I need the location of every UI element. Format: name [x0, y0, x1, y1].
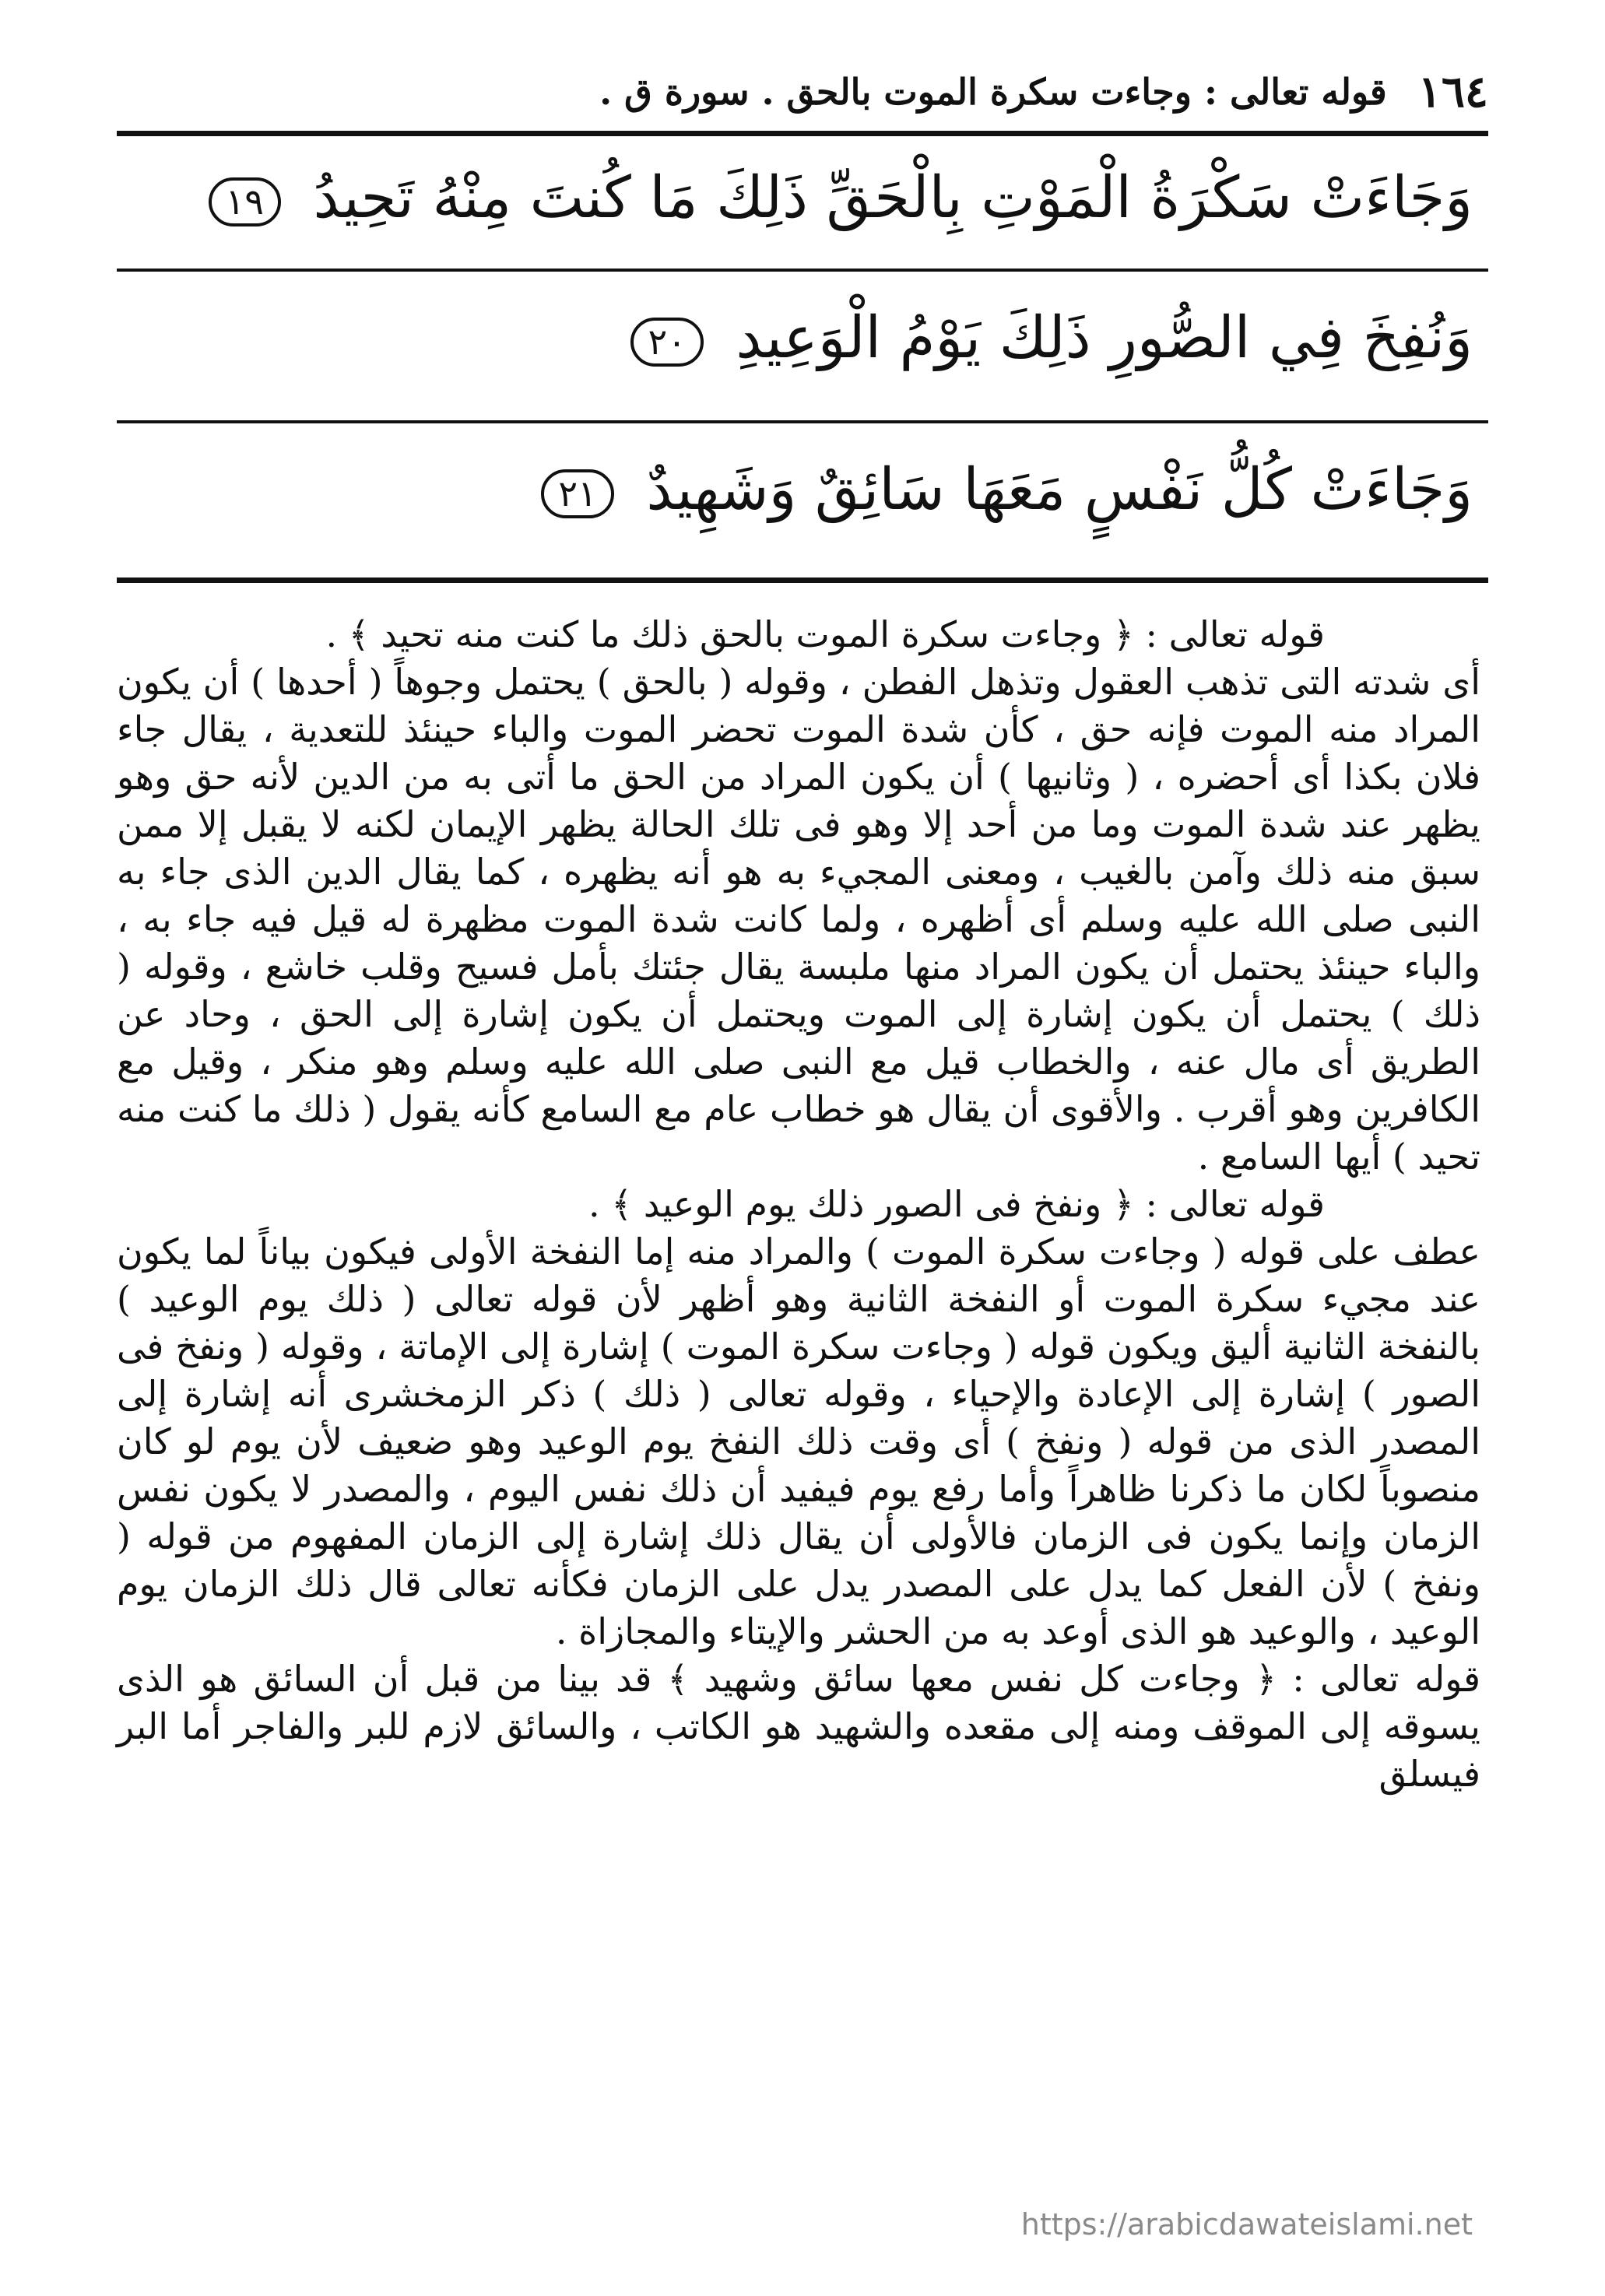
running-title: قوله تعالى : وجاءت سكرة الموت بالحق . سورة ق .	[599, 71, 1387, 113]
commentary-text	[117, 611, 1480, 1798]
commentary-paragraph: عطف على قوله ( وجاءت سكرة الموت ) والمراد منه إما النفخة الأولى فيكون بياناً لما يكون عند مجيء سكرة الموت أو النفخة الثانية وهو أظهر لأن قوله تعالى ( ذلك يوم الوعيد ) بالنفخة الثانية أليق ويكون قوله ( وجاءت سكرة الموت ) إشارة إلى الإماتة ، وقوله ( ونفخ فى الصور ) إشارة إلى الإعادة والإحياء ، وقوله تعالى ( ذلك ) ذكر الزمخشرى أنه إشارة إلى المصدر الذى من قوله ( ونفخ ) أى وقت ذلك النفخ يوم الوعيد وهو ضعيف لأن يوم لو كان منصوباً لكان ما ذكرنا ظاهراً وأما رفع يوم فيفيد أن ذلك نفس اليوم ، والمصدر لا يكون نفس الزمان وإنما يكون فى الزمان فالأولى أن يقال ذلك إشارة إلى الزمان المفهوم من قوله ( ونفخ ) لأن الفعل كما يدل على المصدر يدل على الزمان فكأنه تعالى قال ذلك الزمان يوم الوعيد ، والوعيد هو الذى أوعد به من الحشر والإيتاء والمجازاة .	[117, 1231, 1480, 1652]
header-rule	[117, 131, 1488, 136]
ayah-number: ١٩	[209, 177, 281, 226]
verse-divider	[117, 420, 1488, 423]
verse-21	[117, 455, 1473, 525]
verse-19	[117, 163, 1473, 233]
page-header	[117, 61, 1488, 123]
commentary-heading: قوله تعالى : ﴿ ونفخ فى الصور ذلك يوم الوعيد ﴾ .	[588, 1183, 1325, 1225]
commentary-paragraph: قوله تعالى : ﴿ وجاءت كل نفس معها سائق وشهيد ﴾ قد بينا من قبل أن السائق هو الذى يسوقه إلى الموقف ومنه إلى مقعده والشهيد هو الكاتب ، والسائق لازم للبر والفاجر أما البر فيسلق	[117, 1658, 1480, 1795]
ayah-number: ٢١	[541, 469, 613, 518]
ayah-number: ٢٠	[630, 318, 703, 367]
verse-divider	[117, 269, 1488, 272]
page-number: ١٦٤	[1417, 66, 1488, 118]
verse-text: وَجَاءَتْ كُلُّ نَفْسٍ مَعَهَا سَائِقٌ وَشَهِيدٌ	[646, 456, 1473, 523]
verse-text: وَنُفِخَ فِي الصُّورِ ذَلِكَ يَوْمُ الْوَعِيدِ	[736, 304, 1473, 371]
verses-bottom-rule	[117, 578, 1488, 583]
verse-text: وَجَاءَتْ سَكْرَةُ الْمَوْتِ بِالْحَقِّ ذَلِكَ مَا كُنتَ مِنْهُ تَحِيدُ	[313, 164, 1473, 231]
commentary-heading: قوله تعالى : ﴿ وجاءت سكرة الموت بالحق ذلك ما كنت منه تحيد ﴾ .	[325, 613, 1325, 655]
watermark-url: https://arabicdawateislami.net	[1020, 2207, 1473, 2242]
verse-20	[117, 304, 1473, 373]
commentary-paragraph: أى شدته التى تذهب العقول وتذهل الفطن ، وقوله ( بالحق ) يحتمل وجوهاً ( أحدها ) أن يكون المراد منه الموت فإنه حق ، كأن شدة الموت تحضر الموت والباء حينئذ للتعدية ، يقال جاء فلان بكذا أى أحضره ، ( وثانيها ) أن يكون المراد من الحق ما أتى به من الدين لأنه حق وهو يظهر عند شدة الموت وما من أحد إلا وهو فى تلك الحالة يظهر الإيمان لكنه لا يقبل إلا ممن سبق منه ذلك وآمن بالغيب ، ومعنى المجيء به هو أنه يظهره ، كما يقال الدين الذى جاء به النبى صلى الله عليه وسلم أى أظهره ، ولما كانت شدة الموت مظهرة له قيل فيه جاء به ، والباء حينئذ يحتمل أن يكون المراد منها ملبسة يقال جئتك بأمل فسيح وقلب خاشع ، وقوله ( ذلك ) يحتمل أن يكون إشارة إلى الموت ويحتمل أن يكون إشارة إلى الحق ، وحاد عن الطريق أى مال عنه ، والخطاب قيل مع النبى صلى الله عليه وسلم وهو منكر ، وقيل مع الكافرين وهو أقرب . والأقوى أن يقال هو خطاب عام مع السامع كأنه يقول ( ذلك ما كنت منه تحيد ) أيها السامع .	[117, 661, 1480, 1178]
